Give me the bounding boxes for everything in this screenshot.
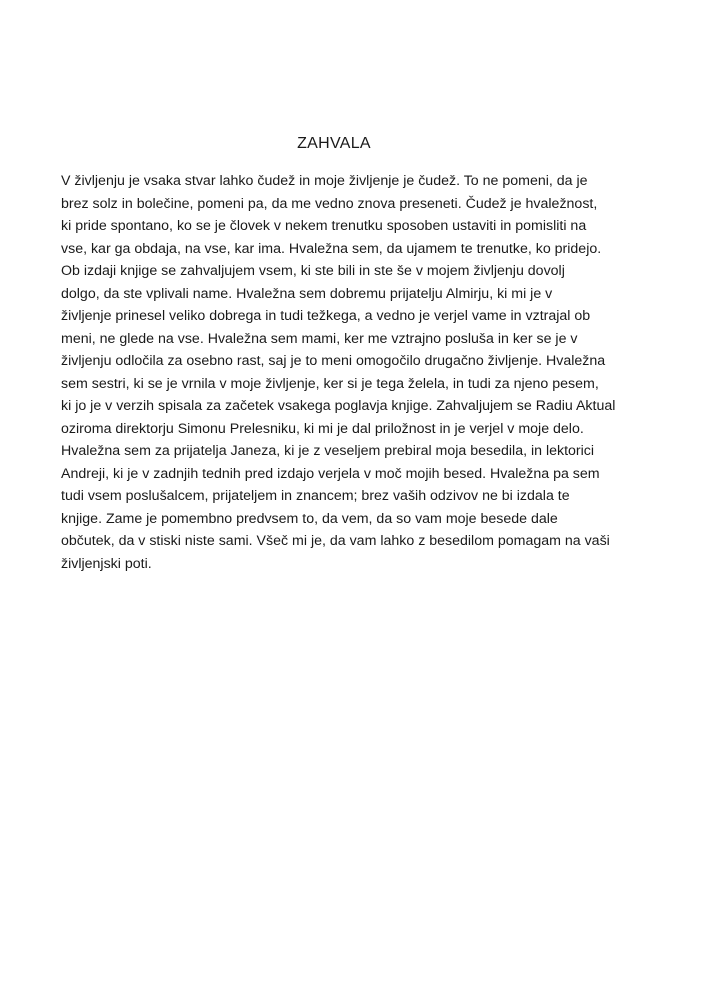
paragraph-line: življenju odločila za osebno rast, saj je to meni omogočilo drugačno življenje. Hvaležna: [61, 353, 606, 369]
paragraph-line: življenjski poti.: [61, 555, 152, 572]
paragraph-line: Ob izdaji knjige se zahvaljujem vsem, ki ste bili in ste še v mojem življenju dovolj: [61, 263, 565, 279]
paragraph-line: sem sestri, ki se je vrnila v moje življenje, ker si je tega želela, in tudi za njeno pesem,: [61, 375, 599, 392]
paragraph-line: ki pride spontano, ko se je človek v nekem trenutku sposoben ustaviti in pomisliti na: [61, 218, 587, 234]
paragraph-line: oziroma direktorju Simonu Prelesniku, ki mi je dal priložnost in je verjel v moje delo.: [61, 420, 584, 437]
paragraph-line: brez solz in bolečine, pomeni pa, da me vedno znova preseneti. Čudež je hvaležnost,: [61, 195, 598, 212]
paragraph-line: tudi vsem poslušalcem, prijateljem in znancem; brez vaših odzivov ne bi izdala te: [61, 488, 570, 504]
paragraph-line: občutek, da v stiski niste sami. Všeč mi je, da vam lahko z besedilom pomagam na vaši: [61, 533, 610, 549]
paragraph-line: življenje prinesel veliko dobrega in tudi težkega, a vedno je verjel vame in vztrajal ob: [61, 308, 591, 324]
paragraph-line: knjige. Zame je pomembno predvsem to, da vem, da so vam moje besede dale: [61, 510, 558, 527]
paragraph-line: ki jo je v verzih spisala za začetek vsakega poglavja knjige. Zahvaljujem se Radiu Aktual: [61, 398, 616, 414]
paragraph-line: dolgo, da ste vplivali name. Hvaležna sem dobremu prijatelju Almirju, ki mi je v: [61, 285, 553, 302]
paragraph-line: Andreji, ki je v zadnjih tednih pred izdajo verjela v moč mojih besed. Hvaležna pa sem: [61, 465, 600, 482]
paragraph-line: meni, ne glede na vse. Hvaležna sem mami, ker me vztrajno posluša in ker se je v: [61, 330, 578, 347]
paragraph-line: V življenju je vsaka stvar lahko čudež in moje življenje je čudež. To ne pomeni, da je: [61, 173, 588, 189]
document-title: ZAHVALA: [297, 135, 371, 152]
paragraph-line: Hvaležna sem za prijatelja Janeza, ki je z veseljem prebiral moja besedila, in lektorici: [61, 443, 595, 459]
acknowledgement-paragraph: [61, 170, 641, 575]
paragraph-line: vse, kar ga obdaja, na vse, kar ima. Hvaležna sem, da ujamem te trenutke, ko pridejo.: [61, 240, 602, 257]
